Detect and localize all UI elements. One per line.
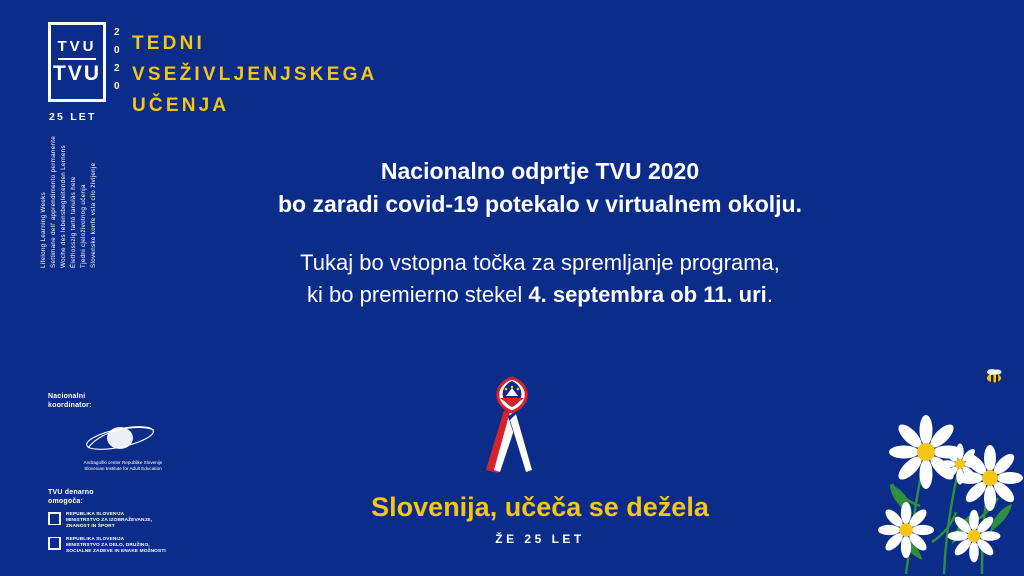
announcement-bold-line-1: Nacionalno odprtje TVU 2020: [380, 158, 700, 184]
slovenia-coat-of-arms-icon: [48, 537, 61, 550]
acs-caption-line-1: Andragoški center Republike Slovenije: [83, 460, 163, 465]
sponsors-block: [48, 392, 238, 555]
announcement-regular-line-2: [190, 279, 890, 311]
announcement-regular-line-1: Tukaj bo vstopna točka za spremljanje programa,: [300, 250, 780, 275]
tvu-lang-line-3: Woche des lebensbegleitenden Lernens: [60, 145, 67, 268]
coordinator-label-line-1: Nacionalni: [48, 393, 86, 400]
tvu-logo-box: [48, 22, 106, 102]
year-digit-1: 2: [114, 27, 121, 38]
funder-text: [66, 537, 166, 556]
funder-line-3: ZNANOST IN ŠPORT: [66, 524, 115, 530]
tvu-logo-bottom-text: TVU: [53, 62, 101, 86]
acs-logo-icon: [48, 414, 198, 460]
footer-slogan: Slovenija, učeča se dežela: [371, 492, 709, 522]
funders-label: [48, 488, 238, 506]
funder-line-2: MINISTRSTVO ZA IZOBRAŽEVANJE,: [66, 518, 153, 524]
funder-row: [48, 512, 238, 531]
funder-line-3: SOCIALNE ZADEVE IN ENAKE MOŽNOSTI: [66, 549, 166, 555]
funder-line-2: MINISTRSTVO ZA DELO, DRUŽINO,: [66, 542, 150, 548]
bee-icon: [987, 369, 1002, 383]
tvu-logo-top-text: TVU: [57, 37, 97, 55]
acs-caption: [48, 460, 198, 472]
tvu-lang-line-1: Lifelong Learning Weeks: [40, 191, 47, 268]
year-digit-3: 2: [114, 63, 121, 74]
footer-slogan-sub: ŽE 25 LET: [495, 532, 585, 546]
tvu-lang-line-5: Tjedni cjeloživotnog učenja: [80, 184, 87, 268]
tvu-logo-year: [114, 24, 121, 96]
page-title: [132, 28, 377, 121]
page-title-line-2: VSEŽIVLJENJSKEGA: [132, 64, 378, 85]
slovenia-ribbon-icon: [470, 374, 554, 474]
coordinator-label-line-2: koordinator:: [48, 402, 92, 409]
tvu-lang-line-4: Élethosszig tartó tanulás hete: [70, 176, 77, 268]
acs-caption-line-2: Slovenian Institute for Adult Education: [84, 466, 162, 471]
funder-line-1: REPUBLIKA SLOVENIJA: [66, 536, 125, 542]
announcement-line2-suffix: .: [766, 282, 773, 307]
main-announcement: [190, 155, 890, 311]
tvu-anniversary-label: 25 LET: [49, 111, 97, 123]
tvu-lang-line-2: Settimane dell' apprendimento permanente: [50, 135, 57, 268]
funders-label-line-1: TVU denarno: [48, 489, 94, 496]
page-title-line-1: TEDNI: [132, 33, 205, 54]
funder-line-1: REPUBLIKA SLOVENIJA: [66, 512, 125, 517]
page-title-line-3: UČENJA: [132, 95, 230, 116]
tvu-lang-line-6: Slovenske konfe vsta cilo življenje: [90, 162, 97, 268]
funder-row: [48, 537, 238, 556]
slovenia-coat-of-arms-icon: [48, 512, 61, 525]
year-digit-2: 0: [114, 45, 121, 56]
funders-section: [48, 488, 238, 555]
announcement-spacer: [190, 221, 890, 247]
funders-label-line-2: omogoča:: [48, 498, 84, 505]
announcement-line2-highlight: 4. septembra ob 11. uri: [528, 282, 767, 307]
daisy-flowers-illustration: [794, 356, 1024, 576]
announcement-bold-line-2: bo zaradi covid-19 potekalo v virtualnem okolju.: [277, 191, 802, 217]
announcement-line2-prefix: ki bo premierno stekel: [307, 282, 529, 307]
tvu-logo-divider: [58, 58, 96, 60]
funder-text: [66, 512, 152, 531]
coordinator-label: [48, 392, 238, 410]
year-digit-4: 0: [114, 81, 121, 92]
